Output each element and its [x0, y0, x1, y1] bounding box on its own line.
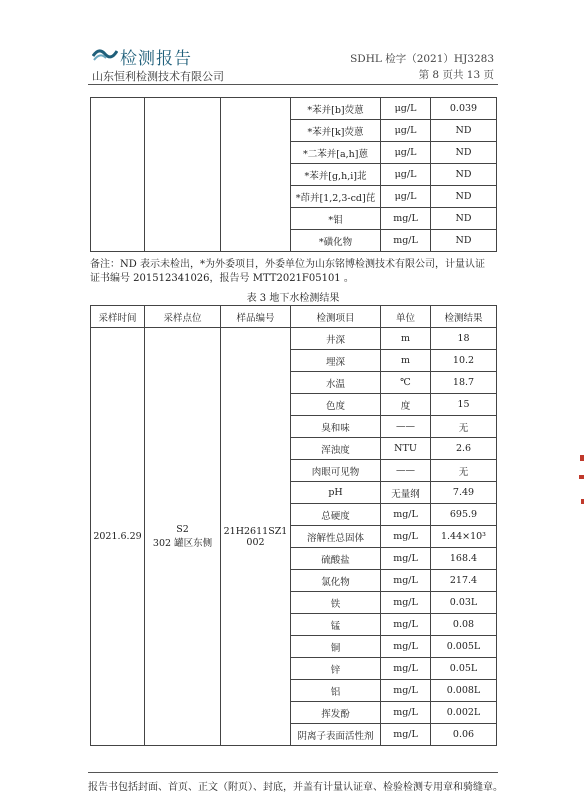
- result-cell: ND: [431, 230, 497, 252]
- result-cell: 0.06: [431, 724, 497, 746]
- sample-id-cell: [221, 328, 291, 746]
- result-cell: 2.6: [431, 438, 497, 460]
- result-cell: 0.005L: [431, 636, 497, 658]
- result-cell: 10.2: [431, 350, 497, 372]
- document-number: SDHL 检字（2021）HJ3283: [350, 53, 494, 65]
- report-title: 检测报告: [120, 49, 192, 69]
- note-line-2: 证书编号 201512341026，报告号 MTT2021F05101 。: [90, 273, 354, 284]
- result-cell: ND: [431, 120, 497, 142]
- unit-cell: mg/L: [381, 724, 431, 746]
- unit-cell: ℃: [381, 372, 431, 394]
- page-indicator: 第 8 页共 13 页: [418, 69, 494, 81]
- item-cell: 色度: [291, 394, 381, 416]
- unit-cell: mg/L: [381, 614, 431, 636]
- item-cell: 锌: [291, 658, 381, 680]
- unit-cell: ——: [381, 460, 431, 482]
- unit-cell: mg/L: [381, 504, 431, 526]
- table-caption: 表 3 地下水检测结果: [246, 293, 340, 304]
- empty-cell-id: [221, 98, 291, 252]
- item-cell: 铝: [291, 680, 381, 702]
- result-cell: 217.4: [431, 570, 497, 592]
- item-cell: pH: [291, 482, 381, 504]
- unit-cell: μg/L: [381, 164, 431, 186]
- continued-results-table: [90, 97, 497, 252]
- company-name: 山东恒利检测技术有限公司: [92, 70, 224, 83]
- unit-cell: μg/L: [381, 98, 431, 120]
- unit-cell: mg/L: [381, 230, 431, 252]
- header-sample-point: 采样点位: [145, 306, 221, 328]
- sample-time-cell: 2021.6.29: [91, 328, 145, 746]
- note-line-1: 备注：ND 表示未检出，*为外委项目，外委单位为山东铭博检测技术有限公司，计量认证: [90, 259, 485, 270]
- unit-cell: mg/L: [381, 548, 431, 570]
- unit-cell: μg/L: [381, 142, 431, 164]
- sample-id-part-1: 21H2611SZ1: [223, 525, 288, 537]
- sample-id-part-2: 002: [246, 536, 265, 548]
- header-sample-time: 采样时间: [91, 306, 145, 328]
- item-cell: 埋深: [291, 350, 381, 372]
- unit-cell: m: [381, 328, 431, 350]
- item-cell: *钼: [291, 208, 381, 230]
- item-cell: *磺化物: [291, 230, 381, 252]
- result-cell: 18.7: [431, 372, 497, 394]
- result-cell: 18: [431, 328, 497, 350]
- seal-edge-marks: [578, 455, 584, 515]
- result-cell: 无: [431, 460, 497, 482]
- unit-cell: mg/L: [381, 592, 431, 614]
- result-cell: 695.9: [431, 504, 497, 526]
- header-test-item: 检测项目: [291, 306, 381, 328]
- item-cell: *二苯并[a,h]蒽: [291, 142, 381, 164]
- item-cell: 铜: [291, 636, 381, 658]
- item-cell: 水温: [291, 372, 381, 394]
- result-cell: ND: [431, 142, 497, 164]
- unit-cell: mg/L: [381, 658, 431, 680]
- table-note: [90, 258, 510, 286]
- unit-cell: NTU: [381, 438, 431, 460]
- result-cell: ND: [431, 186, 497, 208]
- sample-point-code: S2: [176, 524, 189, 535]
- item-cell: 阴离子表面活性剂: [291, 724, 381, 746]
- result-cell: 7.49: [431, 482, 497, 504]
- result-cell: 168.4: [431, 548, 497, 570]
- result-cell: 1.44×10³: [431, 526, 497, 548]
- result-cell: 无: [431, 416, 497, 438]
- unit-cell: mg/L: [381, 702, 431, 724]
- report-logo: [92, 44, 212, 69]
- item-cell: *苯并[b]荧蒽: [291, 98, 381, 120]
- sample-point-cell: [145, 328, 221, 746]
- result-cell: ND: [431, 164, 497, 186]
- table-row: [91, 328, 497, 350]
- result-cell: 0.05L: [431, 658, 497, 680]
- unit-cell: mg/L: [381, 636, 431, 658]
- footer-divider: [88, 772, 498, 773]
- unit-cell: 无量纲: [381, 482, 431, 504]
- item-cell: 锰: [291, 614, 381, 636]
- unit-cell: μg/L: [381, 186, 431, 208]
- result-cell: 0.039: [431, 98, 497, 120]
- item-cell: *苯并[g,h,i]苝: [291, 164, 381, 186]
- groundwater-results-table: [90, 305, 497, 746]
- item-cell: 挥发酚: [291, 702, 381, 724]
- unit-cell: ——: [381, 416, 431, 438]
- unit-cell: 度: [381, 394, 431, 416]
- unit-cell: mg/L: [381, 570, 431, 592]
- item-cell: 臭和味: [291, 416, 381, 438]
- unit-cell: μg/L: [381, 120, 431, 142]
- unit-cell: mg/L: [381, 680, 431, 702]
- item-cell: 氯化物: [291, 570, 381, 592]
- result-cell: 0.002L: [431, 702, 497, 724]
- header-unit: 单位: [381, 306, 431, 328]
- sample-point-location: 302 罐区东侧: [152, 538, 213, 549]
- item-cell: 硫酸盐: [291, 548, 381, 570]
- item-cell: 井深: [291, 328, 381, 350]
- header-sample-id: 样品编号: [221, 306, 291, 328]
- result-cell: 0.008L: [431, 680, 497, 702]
- item-cell: 肉眼可见物: [291, 460, 381, 482]
- item-cell: *苯并[k]荧蒽: [291, 120, 381, 142]
- result-cell: ND: [431, 208, 497, 230]
- unit-cell: mg/L: [381, 208, 431, 230]
- empty-cell-time: [91, 98, 145, 252]
- wave-logo-icon: [92, 46, 118, 62]
- item-cell: 浑浊度: [291, 438, 381, 460]
- empty-cell-point: [145, 98, 221, 252]
- table-header-row: [91, 306, 497, 328]
- footer-text: 报告书包括封面、首页、正文（附页）、封底，并盖有计量认证章、检验检测专用章和骑缝章。: [88, 782, 503, 793]
- header-result: 检测结果: [431, 306, 497, 328]
- unit-cell: m: [381, 350, 431, 372]
- item-cell: 铁: [291, 592, 381, 614]
- result-cell: 15: [431, 394, 497, 416]
- item-cell: 总硬度: [291, 504, 381, 526]
- unit-cell: mg/L: [381, 526, 431, 548]
- result-cell: 0.03L: [431, 592, 497, 614]
- result-cell: 0.08: [431, 614, 497, 636]
- item-cell: 溶解性总固体: [291, 526, 381, 548]
- item-cell: *茚并[1,2,3-cd]芘: [291, 186, 381, 208]
- header-divider: [88, 84, 498, 85]
- table-row: [91, 98, 497, 120]
